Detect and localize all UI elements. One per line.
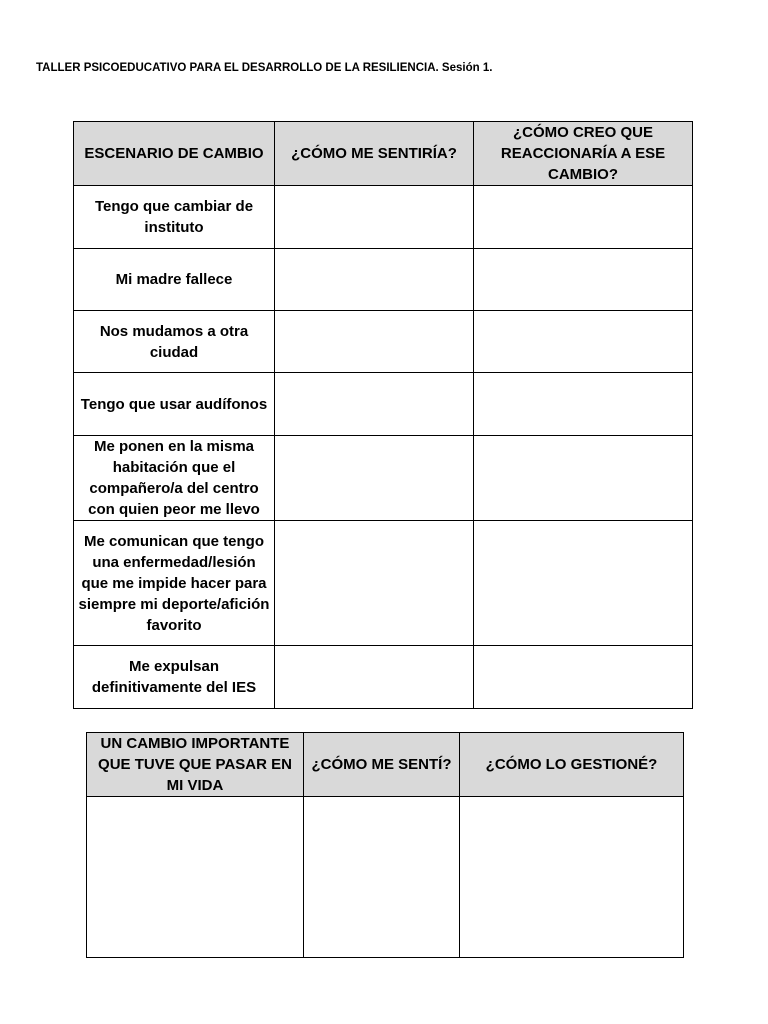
- feeling-answer-cell[interactable]: [275, 521, 474, 646]
- feeling-answer-cell[interactable]: [275, 186, 474, 249]
- table-row: [74, 186, 693, 249]
- table-row: [74, 373, 693, 436]
- reaction-answer-cell[interactable]: [474, 521, 693, 646]
- table-row: [74, 311, 693, 373]
- header-important-change: UN CAMBIO IMPORTANTE QUE TUVE QUE PASAR EN MI VIDA: [87, 733, 304, 797]
- how-i-managed-answer-cell[interactable]: [460, 797, 684, 958]
- feeling-answer-cell[interactable]: [275, 373, 474, 436]
- header-how-i-managed: ¿CÓMO LO GESTIONÉ?: [460, 733, 684, 797]
- scenario-cell: Tengo que cambiar de instituto: [74, 186, 275, 249]
- scenario-cell: Me comunican que tengo una enfermedad/lesión que me impide hacer para siempre mi deporte/afición favorito: [74, 521, 275, 646]
- feeling-answer-cell[interactable]: [275, 249, 474, 311]
- scenario-cell: Mi madre fallece: [74, 249, 275, 311]
- reaction-answer-cell[interactable]: [474, 249, 693, 311]
- feeling-answer-cell[interactable]: [275, 311, 474, 373]
- reaction-answer-cell[interactable]: [474, 373, 693, 436]
- scenarios-table: [73, 121, 693, 709]
- table-row: [74, 646, 693, 709]
- header-scenario: ESCENARIO DE CAMBIO: [74, 122, 275, 186]
- header-reaction: ¿CÓMO CREO QUE REACCIONARÍA A ESE CAMBIO?: [474, 122, 693, 186]
- how-i-felt-answer-cell[interactable]: [304, 797, 460, 958]
- header-row: [87, 733, 684, 797]
- personal-change-table: [86, 732, 684, 958]
- reaction-answer-cell[interactable]: [474, 436, 693, 521]
- header-feeling: ¿CÓMO ME SENTIRÍA?: [275, 122, 474, 186]
- feeling-answer-cell[interactable]: [275, 646, 474, 709]
- scenario-cell: Tengo que usar audífonos: [74, 373, 275, 436]
- header-how-i-felt: ¿CÓMO ME SENTÍ?: [304, 733, 460, 797]
- important-change-answer-cell[interactable]: [87, 797, 304, 958]
- table-row: [74, 249, 693, 311]
- scenario-cell: Me expulsan definitivamente del IES: [74, 646, 275, 709]
- reaction-answer-cell[interactable]: [474, 646, 693, 709]
- header-row: [74, 122, 693, 186]
- table-row: [74, 436, 693, 521]
- table-row: [74, 521, 693, 646]
- reaction-answer-cell[interactable]: [474, 311, 693, 373]
- scenario-cell: Me ponen en la misma habitación que el compañero/a del centro con quien peor me llevo: [74, 436, 275, 521]
- feeling-answer-cell[interactable]: [275, 436, 474, 521]
- document-title: TALLER PSICOEDUCATIVO PARA EL DESARROLLO DE LA RESILIENCIA. Sesión 1.: [36, 62, 493, 74]
- reaction-answer-cell[interactable]: [474, 186, 693, 249]
- table-row: [87, 797, 684, 958]
- scenario-cell: Nos mudamos a otra ciudad: [74, 311, 275, 373]
